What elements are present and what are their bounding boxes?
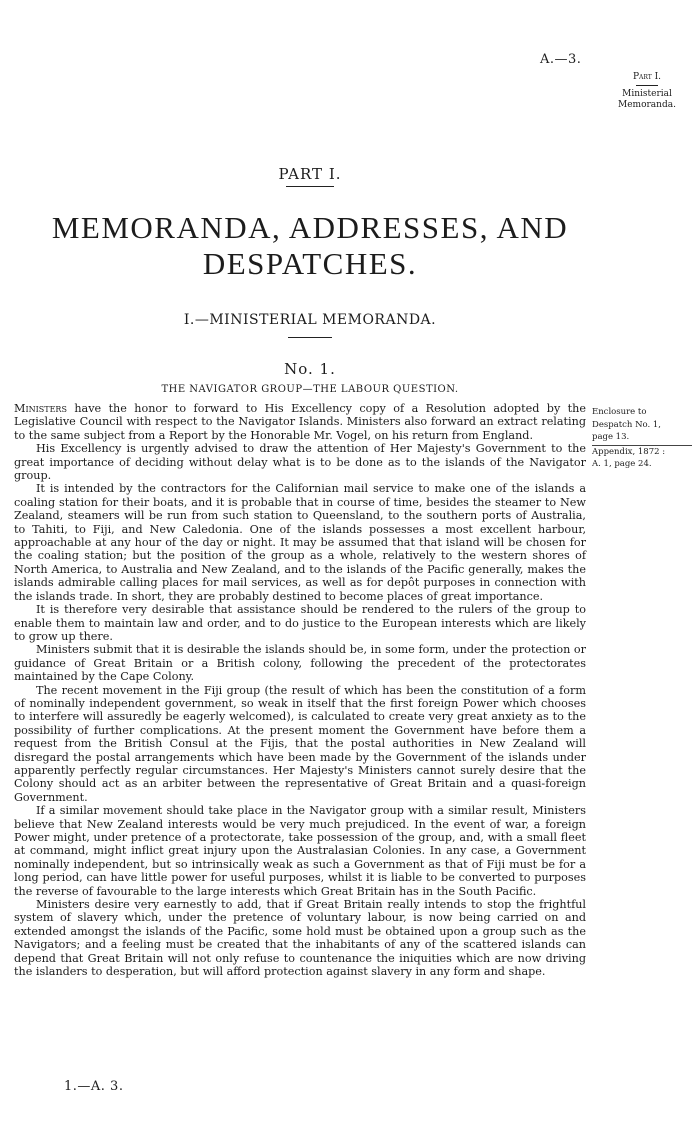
margin-note: Despatch No. 1, <box>592 419 661 430</box>
body-paragraph: It is intended by the contractors for the Californian mail service to make one of the islands a coaling station for their boats, and it is probable that in course of time, besides the steamer to New Zealand, steamers will be run from such station to Queensland, to the southern ports of Australia, to Tahiti, to Fiji, and New Caledonia. One of the islands possesses a most excellent harbour, approachable at any hour of the day or night. It may be assumed that that island will be chosen for the coaling station; but the position of the group as a whole, relatively to the western shores of North America, to Australia and New Zealand, and to the islands of the Pacific generally, makes the islands admirable calling places for mail services, as well as for depôt purposes in connection with the islands trade. In short, they are probably destined to become places of great importance. <box>14 482 586 603</box>
margin-note: page 13. <box>592 432 630 442</box>
side-rule <box>636 85 658 86</box>
body-paragraph: Ministers desire very earnestly to add, that if Great Britain really intends to stop the frightful system of slavery which, under the pretence of voluntary labour, is now being carried on and extended amongst the islands of the Pacific, some hold must be obtained upon a group such as the Navigators; and a feeling must be created that the inhabitants of any of the scattered islands can depend that Great Britain will not only refuse to countenance the iniquities which are now driving the islanders to desperation, but will afford protection against slavery in any form and shape. <box>14 898 586 979</box>
margin-note: A. 1, page 24. <box>592 459 652 469</box>
memorandum-body <box>14 402 586 978</box>
side-section-line2: Memoranda. <box>618 100 676 110</box>
section-title: I.—MINISTERIAL MEMORANDA. <box>183 312 437 328</box>
body-paragraph: Ministers submit that it is desirable the islands should be, in some form, under the protection or guidance of Great Britain or a British colony, following the precedent of the protectorates maintained by the Cape Colony. <box>14 643 586 684</box>
body-paragraph: His Excellency is urgently advised to draw the attention of Her Majesty's Government to the great importance of deciding without delay what is to be done as to the islands of the Navigator group. <box>14 442 586 483</box>
margin-note: Appendix, 1872 : <box>592 446 666 457</box>
document-number: No. 1. <box>284 360 336 378</box>
body-paragraph: The recent movement in the Fiji group (the result of which has been the constitution of a form of nominally independent government, so weak in itself that the first foreign Power which chooses to interfere will assuredly be eagerly welcomed), is calculated to create very great anxiety as to the possibility of further complications. At the present moment the Government have before them a request from the British Consul at the Fijis, that the postal authorities in New Zealand will disregard the postal arrangements which have been made by the Government of the islands under apparently perfectly regular circumstances. Her Majesty's Ministers cannot surely desire that the Colony should act as an arbiter between the representative of Great Britain and a quasi-foreign Government. <box>14 683 586 804</box>
part-title: PART I. <box>278 165 342 183</box>
side-section-line1: Ministerial <box>622 89 672 99</box>
page-identifier: A.—3. <box>540 52 582 67</box>
body-paragraph: If a similar movement should take place in the Navigator group with a similar result, Ministers believe that New Zealand interests would be very much prejudiced. In the event of war, a foreign Power might, under pretence of a protectorate, take possession of the group, and, with a small fleet at command, might inflict great injury upon the Australasian Colonies. In any case, a Government nominally independent, but so intrinsically weak as such a Government as that of Fiji must be for a long period, can have little power for useful purposes, whilst it is liable to be converted to purposes the reverse of favourable to the large interests which Great Britain has in the South Pacific. <box>14 804 586 898</box>
main-title: MEMORANDA, ADDRESSES, AND DESPATCHES. <box>51 210 569 281</box>
paragraph-text: have the honor to forward to His Excellency copy of a Resolution adopted by the Legislative Council with respect to the Navigator Islands. Ministers also forward an extract relating to the same subject from a Report by the Honorable Mr. Vogel, on his return from England. <box>14 402 586 442</box>
side-header <box>606 72 688 111</box>
margin-note: Enclosure to <box>592 407 647 417</box>
section-rule <box>288 337 332 338</box>
document-subtitle: THE NAVIGATOR GROUP—THE LABOUR QUESTION. <box>161 384 459 395</box>
paragraph-lead-word: Ministers <box>14 402 67 415</box>
body-paragraph <box>14 402 586 442</box>
side-part-label: Part I. <box>632 72 662 82</box>
footer-signature: 1.—A. 3. <box>64 1079 124 1094</box>
title-rule <box>286 186 334 187</box>
margin-notes <box>592 406 692 471</box>
body-paragraph: It is therefore very desirable that assistance should be rendered to the rulers of the group to enable them to maintain law and order, and to do justice to the European interests which are likely to grow up there. <box>14 603 586 643</box>
